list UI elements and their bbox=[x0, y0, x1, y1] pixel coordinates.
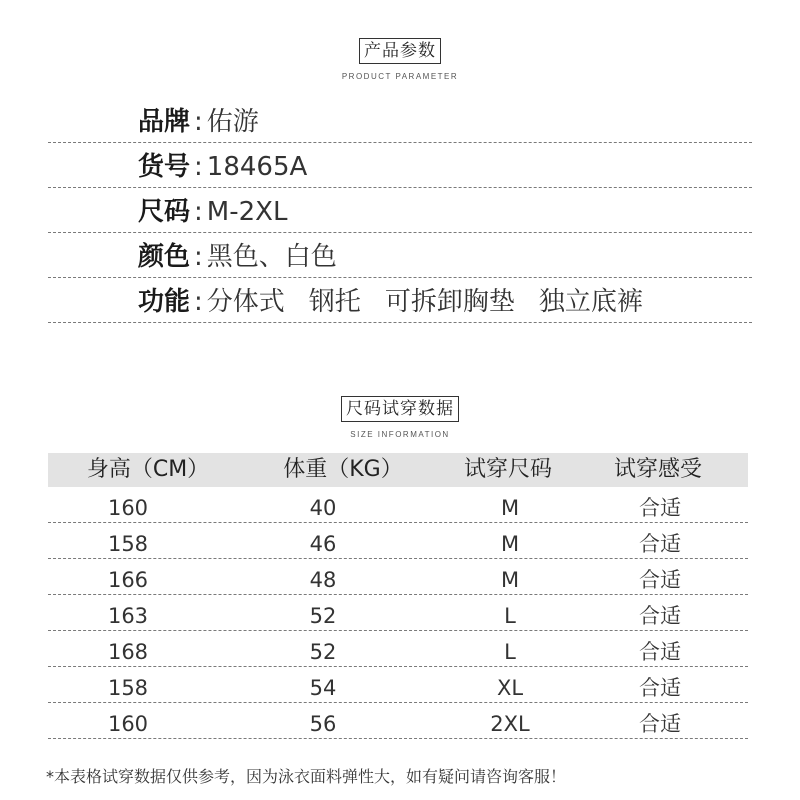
cell-height: 158 bbox=[107, 532, 149, 556]
cell-height: 168 bbox=[107, 640, 149, 664]
cell-height: 166 bbox=[107, 568, 149, 592]
cell-fit: 合适 bbox=[639, 532, 681, 556]
param-separator: : bbox=[194, 287, 203, 317]
cell-size: L bbox=[504, 640, 516, 664]
column-header-size: 试穿尺码 bbox=[463, 457, 552, 482]
cell-weight: 40 bbox=[309, 496, 337, 520]
param-value bbox=[207, 197, 312, 227]
cell-height: 163 bbox=[107, 604, 149, 628]
param-value-part: 分体式 bbox=[206, 287, 285, 317]
cell-weight: 56 bbox=[309, 712, 337, 736]
param-value bbox=[207, 152, 332, 182]
table-row bbox=[48, 487, 748, 523]
param-value-part: 钢托 bbox=[308, 287, 361, 317]
cell-fit: 合适 bbox=[639, 712, 681, 736]
cell-size: M bbox=[500, 496, 520, 520]
table-row bbox=[48, 667, 748, 703]
cell-size: M bbox=[500, 532, 520, 556]
params-section-header bbox=[0, 38, 800, 81]
size-table bbox=[48, 453, 748, 739]
disclaimer-note: *本表格试穿数据仅供参考，因为泳衣面料弹性大，如有疑问请咨询客服！ bbox=[46, 767, 567, 786]
cell-weight: 48 bbox=[309, 568, 337, 592]
cell-height: 158 bbox=[107, 676, 149, 700]
param-key: 货号 bbox=[138, 152, 191, 182]
table-row bbox=[48, 523, 748, 559]
param-row bbox=[48, 143, 752, 188]
param-value-part: 独立底裤 bbox=[538, 287, 643, 317]
cell-height: 160 bbox=[107, 712, 149, 736]
cell-weight: 52 bbox=[309, 604, 337, 628]
cell-weight: 46 bbox=[309, 532, 337, 556]
column-header-weight: 体重（KG） bbox=[283, 457, 403, 482]
param-separator: : bbox=[194, 107, 203, 137]
param-separator: : bbox=[194, 242, 203, 272]
param-key: 功能 bbox=[138, 287, 191, 317]
param-value-part: 可拆卸胸垫 bbox=[384, 287, 515, 317]
param-value-part: M-2XL bbox=[206, 197, 288, 227]
table-row bbox=[48, 631, 748, 667]
table-row bbox=[48, 559, 748, 595]
column-header-fit: 试穿感受 bbox=[613, 457, 702, 482]
param-value bbox=[207, 107, 283, 137]
param-value-part: 黑色、白色 bbox=[206, 242, 337, 272]
size-title: 尺码试穿数据 bbox=[341, 396, 459, 422]
param-row bbox=[48, 233, 752, 278]
table-row bbox=[48, 703, 748, 739]
size-table-header bbox=[48, 453, 748, 487]
cell-weight: 52 bbox=[309, 640, 337, 664]
param-value bbox=[207, 287, 667, 317]
cell-size: L bbox=[504, 604, 516, 628]
param-key: 颜色 bbox=[138, 242, 191, 272]
param-row bbox=[48, 278, 752, 323]
params-subtitle: PRODUCT PARAMETER bbox=[341, 72, 459, 81]
param-key: 尺码 bbox=[138, 197, 191, 227]
param-value bbox=[207, 242, 361, 272]
cell-fit: 合适 bbox=[639, 676, 681, 700]
params-title: 产品参数 bbox=[359, 38, 441, 64]
cell-size: M bbox=[500, 568, 520, 592]
cell-fit: 合适 bbox=[639, 568, 681, 592]
cell-size: 2XL bbox=[490, 712, 530, 736]
param-separator: : bbox=[194, 197, 203, 227]
param-separator: : bbox=[194, 152, 203, 182]
param-row bbox=[48, 98, 752, 143]
cell-weight: 54 bbox=[309, 676, 337, 700]
param-row bbox=[48, 188, 752, 233]
cell-fit: 合适 bbox=[639, 640, 681, 664]
cell-fit: 合适 bbox=[639, 496, 681, 520]
table-row bbox=[48, 595, 748, 631]
cell-fit: 合适 bbox=[639, 604, 681, 628]
param-value-part: 佑游 bbox=[206, 107, 259, 137]
param-value-part: 18465A bbox=[206, 152, 308, 182]
param-key: 品牌 bbox=[138, 107, 191, 137]
size-subtitle: SIZE INFORMATION bbox=[350, 430, 450, 439]
cell-size: XL bbox=[496, 676, 524, 700]
size-section-header bbox=[0, 396, 800, 439]
size-table-body bbox=[48, 487, 748, 739]
column-header-height: 身高（CM） bbox=[86, 457, 210, 482]
params-list bbox=[48, 98, 752, 323]
cell-height: 160 bbox=[107, 496, 149, 520]
